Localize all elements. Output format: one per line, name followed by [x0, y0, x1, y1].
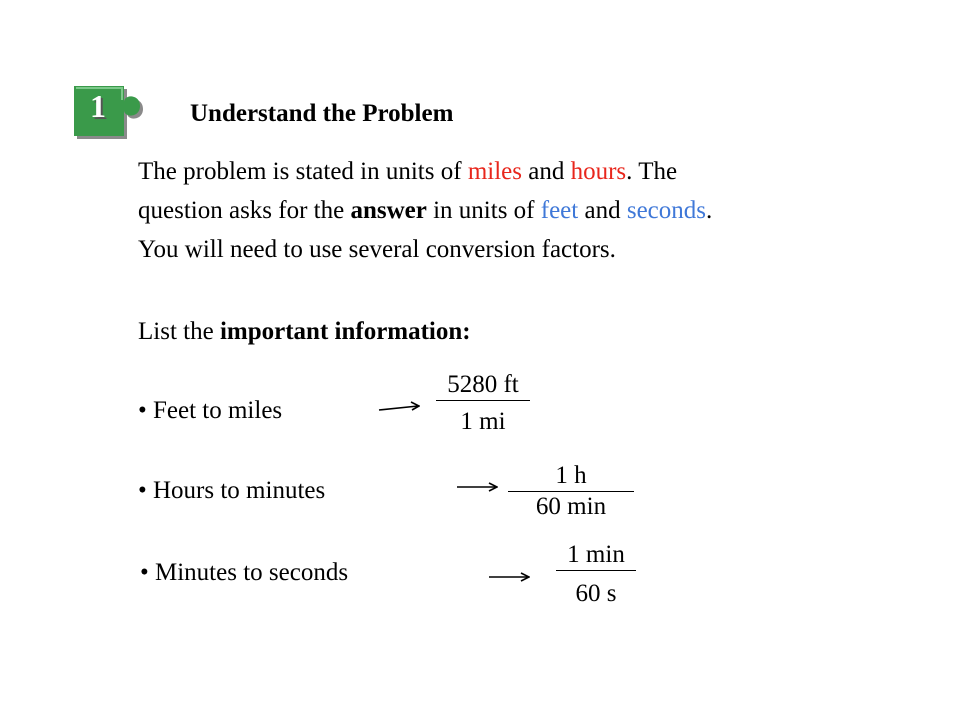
puzzle-piece-icon [68, 80, 146, 142]
text: The problem is stated in units of [138, 158, 468, 185]
fraction-denominator: 1 mi [460, 408, 506, 435]
text: and [521, 158, 571, 185]
list-header [138, 315, 471, 349]
fraction-bar [436, 400, 530, 401]
paragraph-line-2 [138, 191, 918, 230]
list-item-minutes-to-seconds: • Minutes to seconds [140, 559, 349, 586]
list-item-hours-to-minutes: • Hours to minutes [138, 477, 326, 504]
text: List the [138, 318, 220, 345]
paragraph-line-3: You will need to use several conversion factors. [138, 236, 616, 263]
fraction-numerator: 1 h [555, 462, 587, 489]
arrow-right-icon [456, 479, 498, 495]
text: question asks for the [138, 197, 351, 224]
text: . [706, 197, 713, 224]
fraction-bar [556, 570, 636, 571]
seconds-highlight: seconds [626, 197, 706, 224]
fraction-minutes-per-second [556, 540, 636, 609]
text: in units of [426, 197, 541, 224]
feet-highlight: feet [540, 197, 579, 224]
fraction-numerator: 5280 ft [447, 371, 519, 398]
hours-highlight: hours [570, 158, 627, 185]
fraction-hours-per-minute [508, 461, 634, 522]
fraction-feet-per-mile [436, 370, 530, 437]
arrow-right-icon [378, 398, 420, 414]
arrow-right-icon [488, 569, 530, 585]
answer-bold: answer [350, 197, 427, 224]
list-item-feet-to-miles: • Feet to miles [138, 397, 283, 424]
paragraph-line-1 [138, 152, 918, 191]
fraction-denominator: 60 min [535, 493, 607, 520]
fraction-numerator: 1 min [567, 541, 625, 568]
text: and [578, 197, 627, 224]
miles-highlight: miles [467, 158, 522, 185]
problem-paragraph [138, 152, 918, 269]
badge-number: 1 [90, 88, 106, 124]
text: . The [626, 158, 678, 185]
section-heading: Understand the Problem [190, 100, 454, 127]
fraction-denominator: 60 s [575, 580, 617, 607]
list-header-bold: important information: [219, 318, 471, 345]
